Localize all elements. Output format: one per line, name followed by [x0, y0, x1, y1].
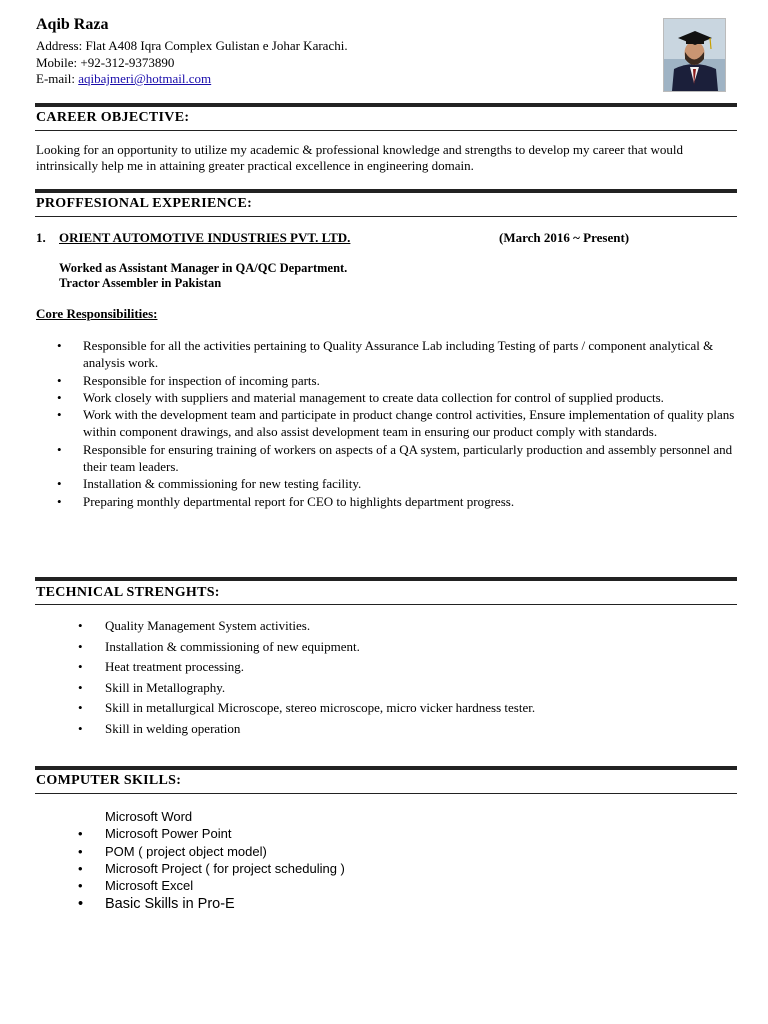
experience-heading: PROFFESIONAL EXPERIENCE: — [36, 196, 253, 211]
bullet-icon: • — [78, 826, 83, 842]
address: Address: Flat A408 Iqra Complex Gulistan e Johar Karachi. — [36, 38, 348, 53]
bullet-icon: • — [57, 372, 62, 388]
section-divider — [35, 793, 737, 794]
job-role: Worked as Assistant Manager in QA/QC Department. — [59, 261, 348, 275]
section-divider — [35, 216, 737, 217]
career-objective-text: Looking for an opportunity to utilize my academic & professional knowledge and strengths to develop my career that would intrinsically help me in attaining greater practical excellence in engineering domain. — [36, 142, 683, 173]
section-divider — [35, 766, 737, 770]
job-period: (March 2016 ~ Present) — [499, 230, 630, 245]
section-divider — [35, 189, 737, 193]
bullet-icon: • — [78, 638, 83, 654]
list-item: • Microsoft Power Point — [78, 826, 232, 842]
bullet-icon: • — [78, 878, 83, 894]
section-divider — [35, 130, 737, 131]
bullet-icon: • — [78, 896, 84, 913]
list-item: • Preparing monthly departmental report for CEO to highlights department progress. — [57, 493, 515, 509]
bullet-icon: • — [78, 679, 83, 695]
list-item: • Basic Skills in Pro-E — [78, 896, 235, 913]
list-item: • Microsoft Excel — [78, 878, 194, 894]
email-line — [36, 71, 211, 87]
list-item: Microsoft Word — [105, 809, 193, 824]
list-item: • Work closely with suppliers and material management to create data collection for control of supplied products. — [57, 389, 664, 405]
bullet-icon: • — [78, 720, 83, 736]
bullet-icon: • — [57, 407, 62, 423]
computer-skills-list — [78, 808, 478, 914]
section-divider — [35, 577, 737, 581]
list-item: • Skill in metallurgical Microscope, stereo microscope, micro vicker hardness tester. — [78, 698, 718, 719]
mobile: Mobile: +92-312-9373890 — [36, 55, 175, 70]
list-item: • Responsible for ensuring training of workers on aspects of a QA system, particularly production and assembly personnel and their team leaders. — [57, 441, 733, 475]
list-item: • Installation & commissioning for new testing facility. — [57, 476, 362, 492]
email-label: E-mail: — [36, 71, 79, 86]
list-item: • Work with the development team and participate in product change control activities, Ensure implementation of quality plans within component drawings, and also assist development team in ensuring our product comply with standards. — [57, 407, 735, 440]
technical-strengths-list — [78, 616, 718, 740]
list-item: • Installation & commissioning of new equipment. — [78, 637, 718, 658]
core-responsibilities-heading: Core Responsibilities: — [36, 306, 158, 321]
profile-photo — [663, 18, 726, 92]
list-item: • Responsible for all the activities pertaining to Quality Assurance Lab including Testing of parts / component analytical & analysis work. — [57, 338, 714, 371]
technical-strengths-heading: TECHNICAL STRENGHTS: — [36, 585, 220, 600]
career-objective-heading: CAREER OBJECTIVE: — [36, 110, 190, 125]
bullet-icon: • — [78, 700, 83, 716]
bullet-icon: • — [78, 659, 83, 675]
job-number: 1. — [36, 230, 46, 245]
candidate-name: Aqib Raza — [36, 16, 109, 33]
bullet-icon: • — [57, 389, 62, 405]
responsibilities-list — [55, 337, 735, 510]
list-item: • Skill in welding operation — [78, 719, 718, 740]
list-item: • Microsoft Project ( for project scheduling ) — [78, 860, 345, 876]
bullet-icon: • — [57, 493, 62, 509]
computer-skills-heading: COMPUTER SKILLS: — [36, 773, 182, 788]
bullet-icon: • — [57, 476, 62, 492]
bullet-icon: • — [57, 338, 62, 353]
bullet-icon: • — [78, 860, 83, 876]
section-divider — [35, 103, 737, 107]
job-product: Tractor Assembler in Pakistan — [59, 276, 222, 290]
list-item: • Responsible for inspection of incoming parts. — [57, 372, 320, 388]
bullet-icon: • — [78, 618, 83, 633]
bullet-icon: • — [78, 843, 83, 859]
email-link[interactable]: aqibajmeri@hotmail.com — [78, 71, 212, 86]
list-item: • POM ( project object model) — [78, 843, 267, 859]
section-divider — [35, 604, 737, 605]
list-item: • Heat treatment processing. — [78, 657, 718, 678]
company-name: ORIENT AUTOMOTIVE INDUSTRIES PVT. LTD. — [59, 230, 351, 245]
list-item: • Quality Management System activities. — [78, 616, 718, 637]
bullet-icon: • — [57, 441, 62, 457]
list-item: • Skill in Metallography. — [78, 678, 718, 699]
